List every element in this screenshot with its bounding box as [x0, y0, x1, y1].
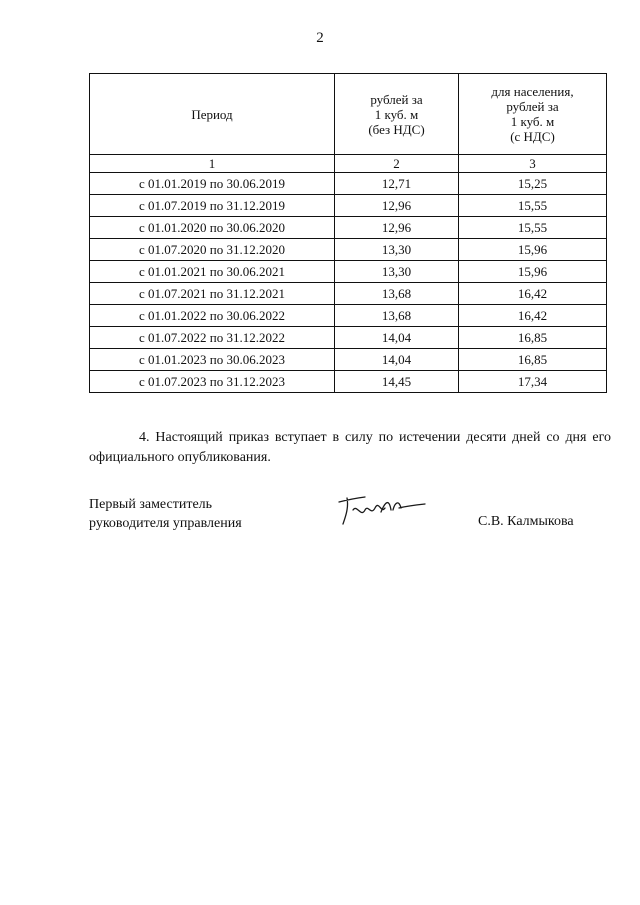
signer-name: С.В. Калмыкова — [478, 514, 574, 529]
period-cell: с 01.07.2020 по 31.12.2020 — [90, 239, 335, 261]
page-number: 2 — [316, 30, 324, 46]
period-cell: с 01.01.2021 по 30.06.2021 — [90, 261, 335, 283]
period-cell: с 01.01.2023 по 30.06.2023 — [90, 349, 335, 371]
price-without-vat-cell: 12,96 — [335, 195, 459, 217]
price-with-vat-cell: 15,55 — [459, 195, 607, 217]
table-row — [90, 283, 607, 305]
table-row — [90, 195, 607, 217]
signer-title — [89, 495, 242, 533]
signer-title-line: Первый заместитель — [89, 497, 213, 512]
price-with-vat-cell: 15,96 — [459, 239, 607, 261]
price-with-vat-cell: 16,42 — [459, 283, 607, 305]
table-row — [90, 327, 607, 349]
price-with-vat-cell: 16,85 — [459, 349, 607, 371]
table-row — [90, 371, 607, 393]
period-cell: с 01.07.2019 по 31.12.2019 — [90, 195, 335, 217]
tariff-table — [89, 73, 607, 393]
price-without-vat-cell: 14,04 — [335, 327, 459, 349]
table-body — [90, 173, 607, 393]
column-number: 2 — [335, 155, 459, 173]
price-without-vat-cell: 14,45 — [335, 371, 459, 393]
header-price-without-vat: рублей за 1 куб. м (без НДС) — [335, 74, 459, 155]
price-without-vat-cell: 12,96 — [335, 217, 459, 239]
table-row — [90, 305, 607, 327]
table-column-number-row — [90, 155, 607, 173]
table-header-row — [90, 74, 607, 155]
price-with-vat-cell: 16,85 — [459, 327, 607, 349]
price-without-vat-cell: 14,04 — [335, 349, 459, 371]
signer-title-line: руководителя управления — [89, 516, 242, 531]
price-without-vat-cell: 13,30 — [335, 239, 459, 261]
table-row — [90, 173, 607, 195]
price-without-vat-cell: 13,30 — [335, 261, 459, 283]
header-period: Период — [90, 74, 335, 155]
table-row — [90, 261, 607, 283]
price-with-vat-cell: 15,55 — [459, 217, 607, 239]
column-number: 1 — [90, 155, 335, 173]
price-without-vat-cell: 13,68 — [335, 305, 459, 327]
price-with-vat-cell: 15,25 — [459, 173, 607, 195]
period-cell: с 01.01.2019 по 30.06.2019 — [90, 173, 335, 195]
handwritten-signature — [335, 488, 430, 533]
table-row — [90, 239, 607, 261]
column-number: 3 — [459, 155, 607, 173]
period-cell: с 01.01.2020 по 30.06.2020 — [90, 217, 335, 239]
price-without-vat-cell: 12,71 — [335, 173, 459, 195]
price-with-vat-cell: 17,34 — [459, 371, 607, 393]
period-cell: с 01.01.2022 по 30.06.2022 — [90, 305, 335, 327]
period-cell: с 01.07.2022 по 31.12.2022 — [90, 327, 335, 349]
order-effective-paragraph: 4. Настоящий приказ вступает в силу по истечении десяти дней со дня его официального опубликования. — [89, 430, 611, 465]
period-cell: с 01.07.2023 по 31.12.2023 — [90, 371, 335, 393]
price-without-vat-cell: 13,68 — [335, 283, 459, 305]
table-row — [90, 349, 607, 371]
price-with-vat-cell: 16,42 — [459, 305, 607, 327]
period-cell: с 01.07.2021 по 31.12.2021 — [90, 283, 335, 305]
table-row — [90, 217, 607, 239]
header-price-with-vat: для населения, рублей за 1 куб. м (с НДС) — [459, 74, 607, 155]
price-with-vat-cell: 15,96 — [459, 261, 607, 283]
